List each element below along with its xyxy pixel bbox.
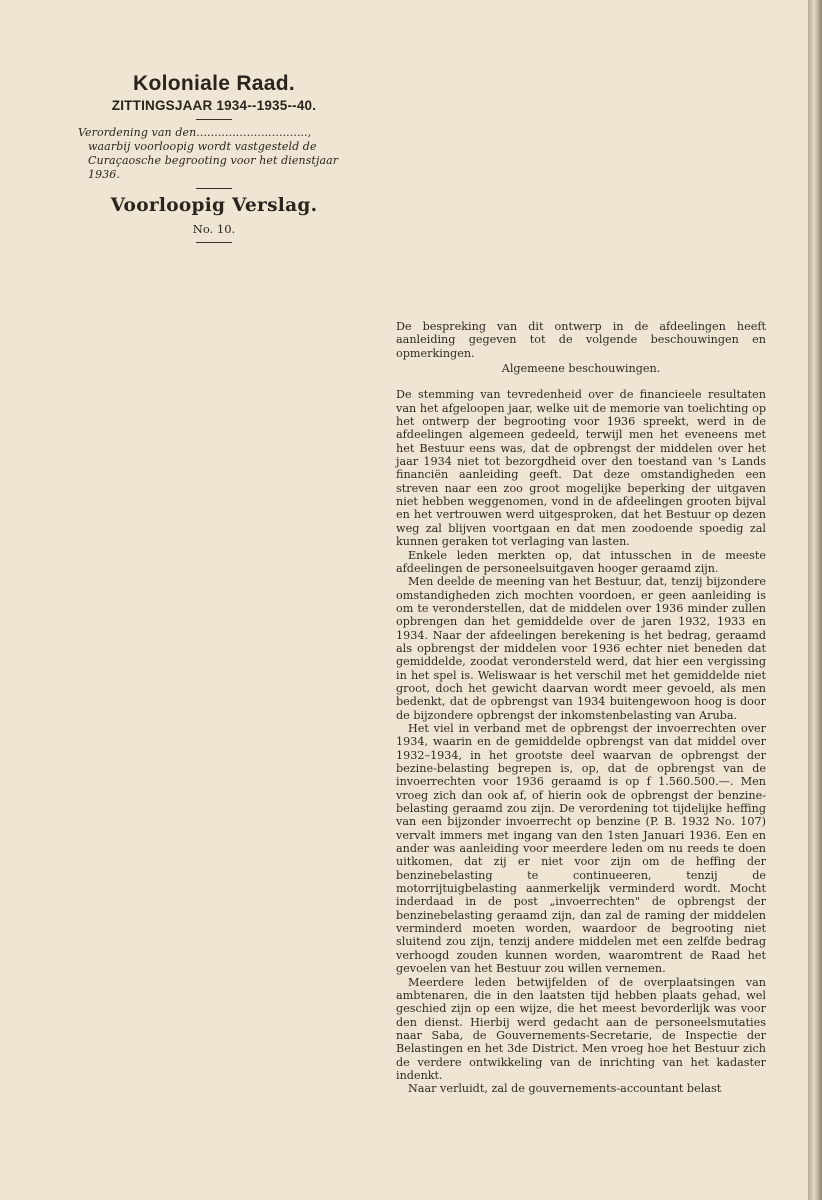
section-heading: Algemeene beschouwingen.: [501, 362, 661, 376]
report-title: Voorloopig Verslag.: [110, 195, 318, 216]
divider: [196, 119, 232, 120]
council-title: Koloniale Raad.: [132, 72, 296, 95]
body-paragraph: Het viel in verband met de opbrengst der invoerrechten over 1934, waarin en de gemiddelde opbrengst van dat middel over 1932–1934, in het grootste deel waarvan de opbrengst der bezine-belasting begrepen is, op, dat de opbrengst van de invoerrechten voor 1936 geraamd is op f 1.560.500.—. Men vroeg zich dan ook af, of hierin ook de opbrengst der benzine-belasting geraamd zou zijn. De verordening tot tijdelijke heffing van een bijzonder invoerrecht op benzine (P. B. 1932 No. 107) vervalt immers met ingang van den 1sten Januari 1936. Een en ander was aanleiding voor meerdere leden om nu reeds te doen uitkomen, dat zij er niet voor zijn om de heffing der benzinebelasting te continueeren, tenzij de motorrijtuigbelasting aanmerkelijk verminderd wordt. Mocht inderdaad in de post „invoerrechten" de opbrengst der benzinebelasting geraamd zijn, dan zal de raming der middelen verminderd moeten worden, waardoor de begrooting niet sluitend zou zijn, tenzij andere middelen met een zelfde bedrag verhoogd zouden kunnen worden, waaromtrent de Raad het gevoelen van het Bestuur zou willen vernemen.: [396, 721, 766, 976]
ordinance-title: Verordening van den..............................., waarbij voorloopig wordt vastgesteld de Curaçaosche begrooting voor het dienstjaar 1936.: [78, 126, 339, 181]
body-paragraph: Men deelde de meening van het Bestuur, dat, tenzij bijzondere omstandigheden zich mochten voordoen, er geen aanleiding is om te veronderstellen, dat de middelen over 1936 minder zullen opbrengen dan het gemiddelde over de jaren 1932, 1933 en 1934. Naar der afdeelingen berekening is het bedrag, geraamd als opbrengst der middelen voor 1936 echter niet beneden dat gemiddelde, zoodat verondersteld werd, dat hier een vergissing in het spel is. Weliswaar is het verschil met het gemiddelde niet groot, doch het gewicht daarvan wordt meer gevoeld, als men bedenkt, dat de opbrengst van 1934 buitengewoon hoog is door de bijzondere opbrengst der inkomstenbelasting van Aruba.: [396, 575, 766, 722]
divider: [196, 242, 232, 243]
body-paragraph: Enkele leden merkten op, dat intusschen in de meeste afdeelingen de personeelsuitgaven hooger geraamd zijn.: [396, 548, 766, 575]
document-header: [78, 72, 350, 249]
document-number: No. 10.: [192, 222, 236, 236]
report-body: [396, 320, 766, 1096]
session-year: ZITTINGSJAAR 1934--1935--40.: [111, 98, 317, 113]
page-edge: [808, 0, 822, 1200]
body-paragraph: Naar verluidt, zal de gouvernements-accountant belast: [408, 1082, 722, 1096]
body-paragraph: Meerdere leden betwijfelden of de overplaatsingen van ambtenaren, die in den laatsten tijd hebben plaats gehad, wel geschied zijn op een wijze, die het meest bevorderlijk was voor den dienst. Hierbij werd gedacht aan de personeelsmutaties naar Saba, de Gouvernements-Secretarie, de Inspectie der Belastingen en het 3de District. Men vroeg hoe het Bestuur zich de verdere ontwikkeling van de inrichting van het kadaster indenkt.: [396, 975, 766, 1082]
intro-paragraph: De bespreking van dit ontwerp in de afdeelingen heeft aanleiding gegeven tot de volgende beschouwingen en opmerkingen.: [396, 320, 766, 360]
divider: [196, 188, 232, 189]
body-paragraph: De stemming van tevredenheid over de financieele resultaten van het afgeloopen jaar, welke uit de memorie van toelichting op het ontwerp der begrooting voor 1936 spreekt, werd in de afdeelingen algemeen gedeeld, terwijl men het eveneens met het Bestuur eens was, dat de opbrengst der middelen over het jaar 1934 niet tot bezorgdheid over den toestand van 's Lands financiën aanleiding geeft. Dat deze omstandigheden een streven naar een zoo groot mogelijke beperking der uitgaven niet hebben weggenomen, vond in de afdeelingen grooten bijval en het vertrouwen werd uitgesproken, dat het Bestuur op dezen weg zal blijven voortgaan en dat men zoodoende spoedig zal kunnen geraken tot verlaging van lasten.: [396, 388, 766, 549]
